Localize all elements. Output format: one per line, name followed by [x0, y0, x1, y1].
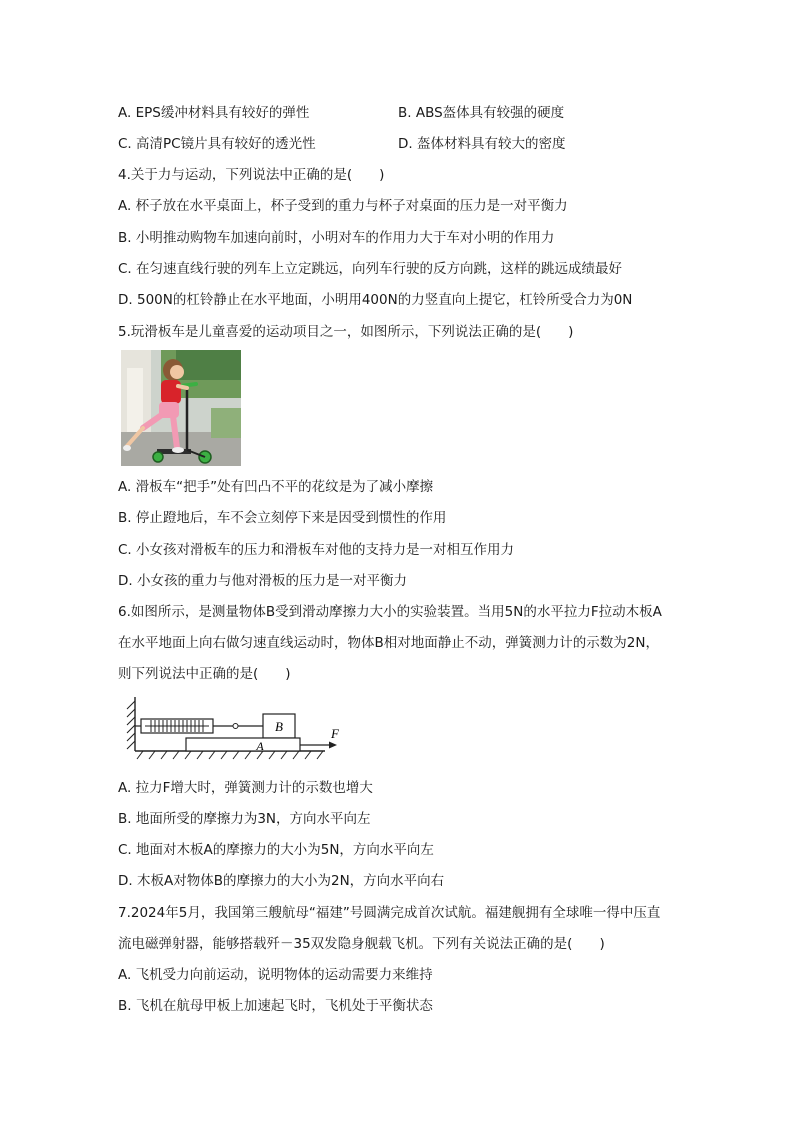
q4-stem: 4.关于力与运动，下列说法中正确的是( ): [118, 167, 385, 183]
q5-option-c: C. 小女孩对滑板车的压力和滑板车对他的支持力是一对相互作用力: [118, 542, 515, 558]
board-a-label: A: [256, 739, 264, 753]
q6-option-c: C. 地面对木板A的摩擦力的大小为5N，方向水平向左: [118, 842, 434, 858]
q6-option-b: B. 地面所受的摩擦力为3N，方向水平向左: [118, 811, 371, 827]
q6-stem-line3: 则下列说法中正确的是( ): [118, 666, 291, 682]
q5-stem: 5.玩滑板车是儿童喜爱的运动项目之一，如图所示，下列说法正确的是( ): [118, 324, 574, 340]
q3-option-a: A. EPS缓冲材料具有较好的弹性: [118, 105, 310, 121]
q3-option-c: C. 高清PC镜片具有较好的透光性: [118, 136, 316, 152]
q5-option-a: A. 滑板车“把手”处有凹凸不平的花纹是为了减小摩擦: [118, 479, 434, 495]
q7-stem-line1: 7.2024年5月，我国第三艘航母“福建”号圆满完成首次试航。福建舰拥有全球唯一得中压直: [118, 905, 661, 921]
block-b-label: B: [275, 719, 283, 734]
scooter-girl-photo: [121, 350, 241, 466]
q4-option-d: D. 500N的杠铃静止在水平地面，小明用400N的力竖直向上提它，杠铃所受合力为0N: [118, 292, 633, 308]
q7-option-a: A. 飞机受力向前运动，说明物体的运动需要力来维持: [118, 967, 433, 983]
q4-option-b: B. 小明推动购物车加速向前时，小明对车的作用力大于车对小明的作用力: [118, 230, 555, 246]
q7-option-b: B. 飞机在航母甲板上加速起飞时，飞机处于平衡状态: [118, 998, 433, 1014]
q3-option-b: B. ABS盔体具有较强的硬度: [398, 105, 565, 121]
q4-option-a: A. 杯子放在水平桌面上，杯子受到的重力与杯子对桌面的压力是一对平衡力: [118, 198, 568, 214]
q6-stem-line2: 在水平地面上向右做匀速直线运动时，物体B相对地面静止不动，弹簧测力计的示数为2N，: [118, 635, 659, 651]
q6-option-d: D. 木板A对物体B的摩擦力的大小为2N，方向水平向右: [118, 873, 445, 889]
friction-apparatus-diagram: [123, 693, 348, 763]
q4-option-c: C. 在匀速直线行驶的列车上立定跳远，向列车行驶的反方向跳，这样的跳远成绩最好: [118, 261, 623, 277]
q3-option-d: D. 盔体材料具有较大的密度: [398, 136, 566, 152]
q5-option-b: B. 停止蹬地后，车不会立刻停下来是因受到惯性的作用: [118, 510, 447, 526]
q5-option-d: D. 小女孩的重力与他对滑板的压力是一对平衡力: [118, 573, 407, 589]
q6-option-a: A. 拉力F增大时，弹簧测力计的示数也增大: [118, 780, 373, 796]
force-f-label: F: [331, 726, 339, 741]
q7-stem-line2: 流电磁弹射器，能够搭载歼－35双发隐身舰载飞机。下列有关说法正确的是( ): [118, 936, 605, 952]
q6-stem-line1: 6.如图所示，是测量物体B受到滑动摩擦力大小的实验装置。当用5N的水平拉力F拉动木板A: [118, 604, 662, 620]
